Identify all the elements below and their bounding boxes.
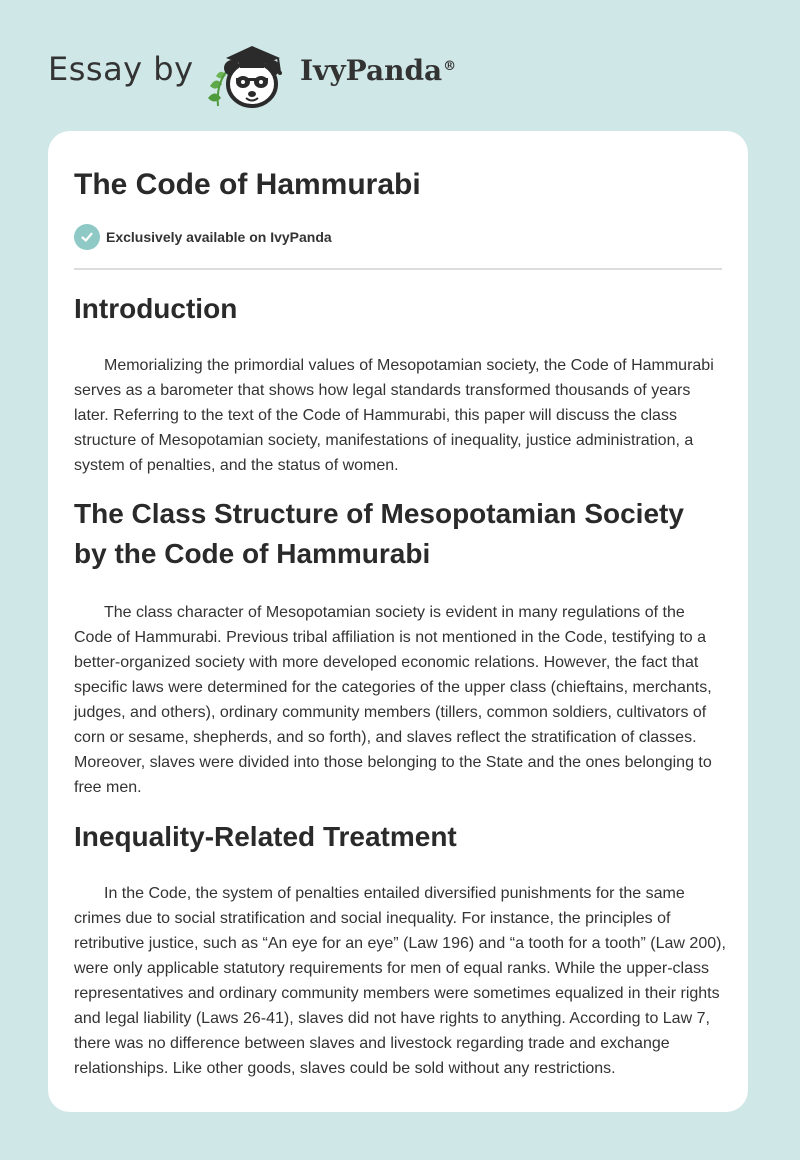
section-paragraph-inequality: In the Code, the system of penalties entailed diversified punishments for the same crimes due to social stratification and social inequality. For instance, the principles of retributive justice, such as “An eye for an eye” (Law 196) and “a tooth for a tooth” (Law 200), were only applicable statutory requirements for men of equal ranks. While the upper-class representatives and ordinary community members were sometimes equalized in their rights and legal liability (Laws 26-41), slaves did not have rights to anything. According to Law 7, there was no difference between slaves and livestock regarding trade and exchange relationships. Like other goods, slaves could be sold without any restrictions. xyxy=(74,885,726,1077)
brand-name[interactable] xyxy=(300,54,456,87)
exclusive-badge-text: Exclusively available on IvyPanda xyxy=(106,229,332,245)
brand-prefix: Essay by xyxy=(48,50,194,88)
brand-name-text: IvyPanda xyxy=(300,54,443,87)
section-heading-class-structure: The Class Structure of Mesopotamian Society by the Code of Hammurabi xyxy=(74,498,684,569)
exclusive-badge xyxy=(74,223,722,251)
article-card xyxy=(48,131,748,1112)
article-title: The Code of Hammurabi xyxy=(74,168,421,201)
section-heading-inequality: Inequality-Related Treatment xyxy=(74,821,457,852)
section-paragraph-class-structure: The class character of Mesopotamian society is evident in many regulations of the Code of Hammurabi. Previous tribal affiliation is not mentioned in the Code, testifying to a better-organized society with more developed economic relations. However, the fact that specific laws were determined for the categories of the upper class (chieftains, merchants, judges, and others), ordinary community members (tillers, common soldiers, cultivators of corn or sesame, shepherds, and so forth), and slaves reflect the stratification of classes. Moreover, slaves were divided into those belonging to the State and the ones belonging to free men. xyxy=(74,604,712,796)
brand-header xyxy=(48,30,508,110)
section-paragraph-introduction: Memorializing the primordial values of Mesopotamian society, the Code of Hammurabi serves as a barometer that shows how legal standards transformed thousands of years later. Referring to the text of the Code of Hammurabi, this paper will discuss the class structure of Mesopotamian society, manifestations of inequality, justice administration, a system of penalties, and the status of women. xyxy=(74,357,714,474)
brand-registered-mark: ® xyxy=(443,58,457,74)
title-divider xyxy=(74,268,722,270)
check-circle-icon xyxy=(74,224,100,250)
section-heading-introduction: Introduction xyxy=(74,293,238,324)
panda-graduate-logo[interactable] xyxy=(200,36,296,112)
